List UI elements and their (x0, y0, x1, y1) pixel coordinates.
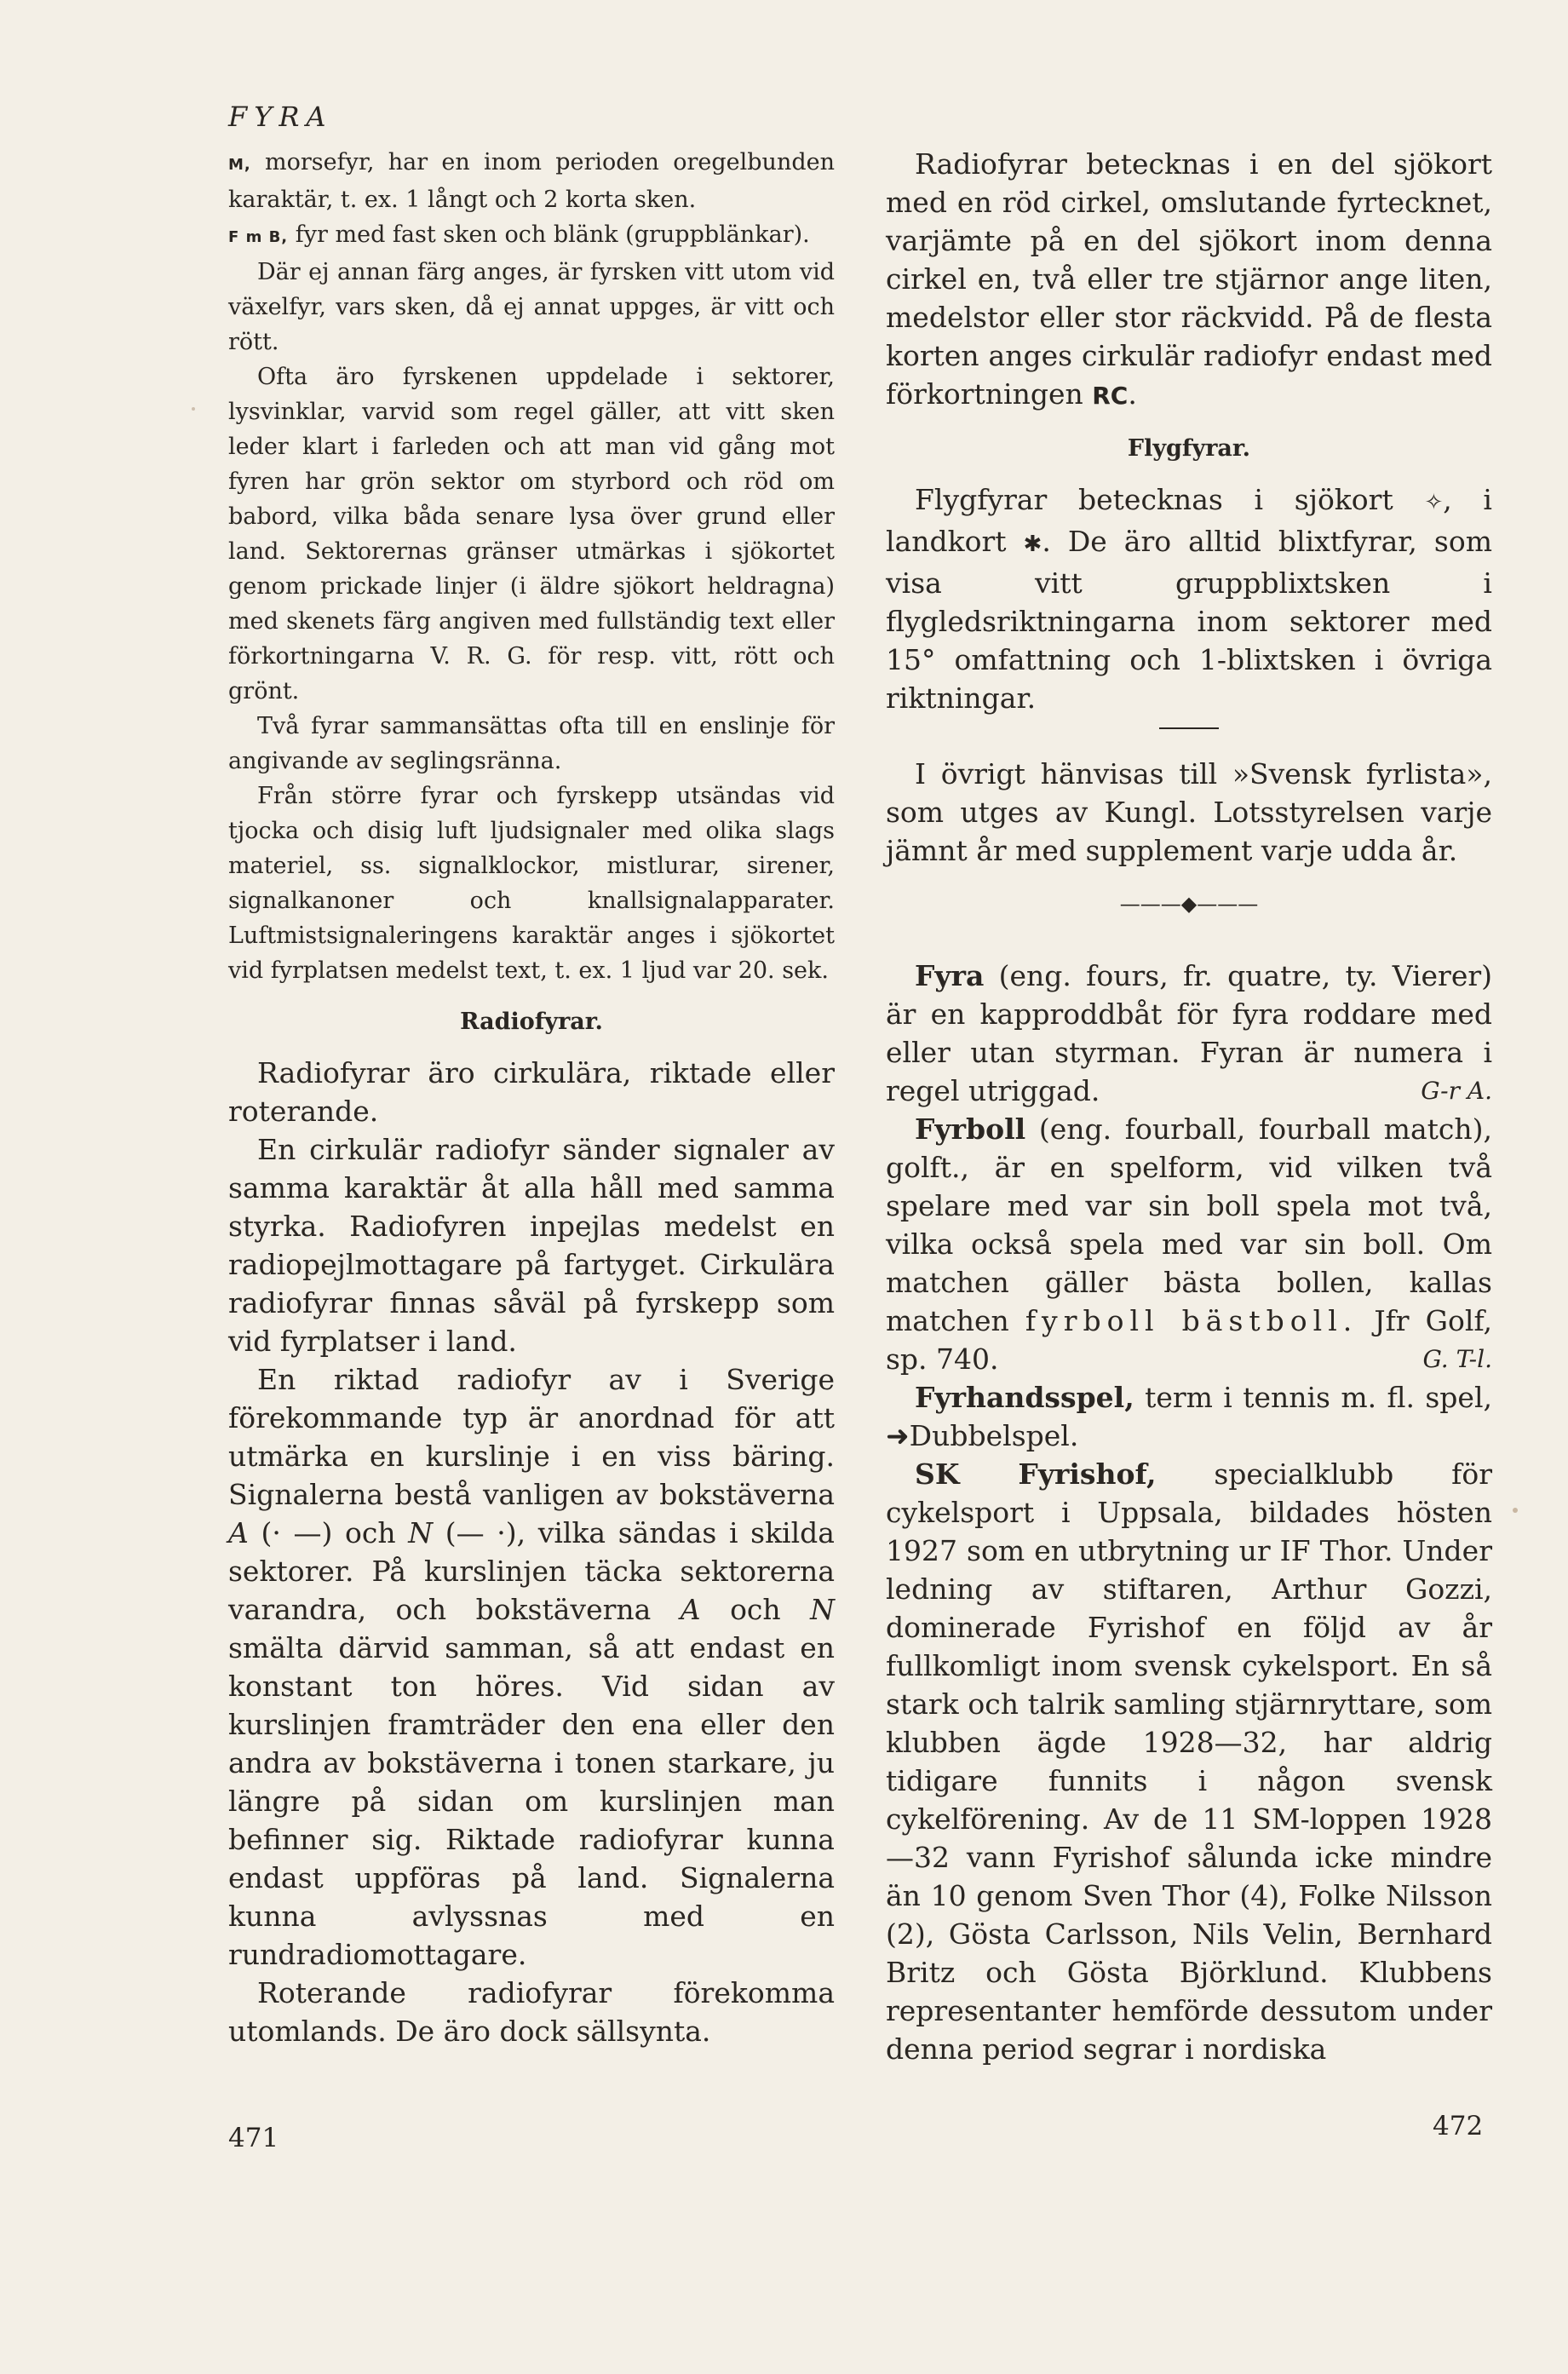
abbr-m: M, (228, 156, 251, 174)
entry-fyra: Fyra (eng. fours, fr. quatre, ty. Vierer) är en kapproddbåt för fyra roddare med eller utan styrman. Fyran är numera i regel utriggad. G-r A. (886, 957, 1492, 1110)
aero-beacon-symbol-icon: ✧ (1424, 490, 1444, 515)
section-heading-radiofyrar: Radiofyrar. (460, 1009, 603, 1035)
entry-fyrishof: SK Fyrishof, specialklubb för cykelsport i Uppsala, bildades hösten 1927 som en utbrytning ur IF Thor. Under ledning av stiftaren, Arthur Gozzi, dominerade Fyrishof en följd av år fullkomligt inom svensk cykelsport. En så stark och talrik samling stjärnryttare, som klubben ägde 1928—32, har aldrig tidigare funnits i någon svensk cykelförening. Av de 11 SM-loppen 1928—32 vann Fyrishof sålunda icke mindre än 10 genom Sven Thor (4), Folke Nilsson (2), Gösta Carlsson, Nils Velin, Bernhard Britz och Gösta Björklund. Klubbens representanter hemförde dessutom under denna period segrar i nordiska (886, 1457, 1492, 2066)
paragraph: I övrigt hänvisas till »Svensk fyrlista», som utges av Kungl. Lotsstyrelsen varje jämnt år med supplement varje udda år. (886, 757, 1492, 867)
paragraph: Radiofyrar äro cirkulära, riktade eller roterande. (228, 1056, 835, 1128)
divider (1159, 727, 1219, 729)
right-column (886, 145, 1492, 2068)
paper-speck (1513, 1508, 1518, 1513)
author-signature: G. T-l. (1422, 1345, 1492, 1373)
paragraph: Två fyrar sammansättas ofta till en enslinje för angivande av seglingsränna. (228, 713, 835, 774)
star-symbol-icon: ✱ (1023, 532, 1042, 557)
paragraph: En riktad radiofyr av i Sverige förekommande typ är anordnad för att utmärka en kurslinje i en viss bäring. Signalerna bestå vanligen av bokstäverna A (· —) och N (— ·), vilka sändas i skilda sektorer. På kurslinjen täcka sektorerna varandra, och bokstäverna A och N smälta därvid samman, så att endast en konstant ton höres. Vid sidan av kurslinjen framträder den ena eller den andra av bokstäverna i tonen starkare, ju längre på sidan om kurslinjen man befinner sig. Riktade radiofyrar kunna endast uppföras på land. Signalerna kunna avlyssnas med en rundradiomottagare. (228, 1363, 835, 1971)
abbr-fmb: F m B, (228, 228, 289, 246)
paragraph: Flygfyrar betecknas i sjökort ✧, i landkort ✱. De äro alltid blixtfyrar, som visa vitt gruppblixtsken i flygledsriktningarna inom sektorer med 15° omfattning och 1-blixtsken i övriga riktningar. (886, 483, 1492, 715)
paper-speck (192, 407, 195, 411)
page-number-right: 472 (1433, 2111, 1484, 2141)
paragraph: Ofta äro fyrskenen uppdelade i sektorer, lysvinklar, varvid som regel gäller, att vitt sken leder klart i farleden och att man vid gång mot fyren har grön sektor om styrbord och röd om babord, vilka båda senare lysa över grund eller land. Sektorernas gränser utmärkas i sjökortet genom prickade linjer (i äldre sjökort heldragna) med skenets färg angiven med fullständig text eller förkortningarna V. R. G. för resp. vitt, rött och grönt. (228, 364, 835, 704)
entry-fmb: F m B, fyr med fast sken och blänk (gruppblänkar). (228, 221, 810, 248)
paragraph: Från större fyrar och fyrskepp utsändas vid tjocka och disig luft ljudsignaler med olika slags materiel, ss. signalklockor, mistlurar, sirener, signalkanoner och knallsignalapparater. Luftmistsignaleringens karaktär anges i sjökortet vid fyrplatsen medelst text, t. ex. 1 ljud var 20. sek. (228, 783, 835, 984)
ornament-divider: ———◆——— (1119, 892, 1259, 916)
page-number-left: 471 (228, 2123, 279, 2153)
paragraph: En cirkulär radiofyr sänder signaler av samma karaktär åt alla håll med samma styrka. Radiofyren inpejlas medelst en radiopejlmottagare på fartyget. Cirkulära radiofyrar finnas såväl på fyrskepp som vid fyrplatser i land. (228, 1133, 835, 1358)
entry-fyrhandsspel: Fyrhandsspel, term i tennis m. fl. spel, ➜Dubbelspel. (886, 1381, 1492, 1452)
entry-fyrboll: Fyrboll (eng. fourball, fourball match), golft., är en spelform, vid vilken två spelare med var sin boll spela mot två, vilka också spela med var sin boll. Om matchen gäller bästa bollen, kallas matchen fyrboll bästboll. Jfr Golf, sp. 740. G. T-l. (886, 1110, 1492, 1378)
rc-abbreviation: RC (1092, 382, 1129, 410)
section-heading-flygfyrar: Flygfyrar. (1127, 435, 1251, 462)
author-signature: G-r A. (1421, 1077, 1492, 1105)
entry-m: M, morsefyr, har en inom perioden oregelbunden karaktär, t. ex. 1 långt och 2 korta sken. (228, 149, 835, 213)
paragraph: Där ej annan färg anges, är fyrsken vitt utom vid växelfyr, vars sken, då ej annat uppges, är vitt och rött. (228, 259, 835, 355)
paragraph: Radiofyrar betecknas i en del sjökort med en röd cirkel, omslutande fyrtecknet, varjämte på en del sjökort inom denna cirkel en, två eller tre stjärnor ange liten, medelstor eller stor räckvidd. På de flesta korten anges cirkulär radiofyr endast med förkortningen RC. (886, 147, 1492, 411)
paragraph: Roterande radiofyrar förekomma utomlands. De äro dock sällsynta. (228, 1976, 835, 2048)
left-column (228, 145, 835, 2050)
running-header: FYRA (228, 101, 333, 133)
